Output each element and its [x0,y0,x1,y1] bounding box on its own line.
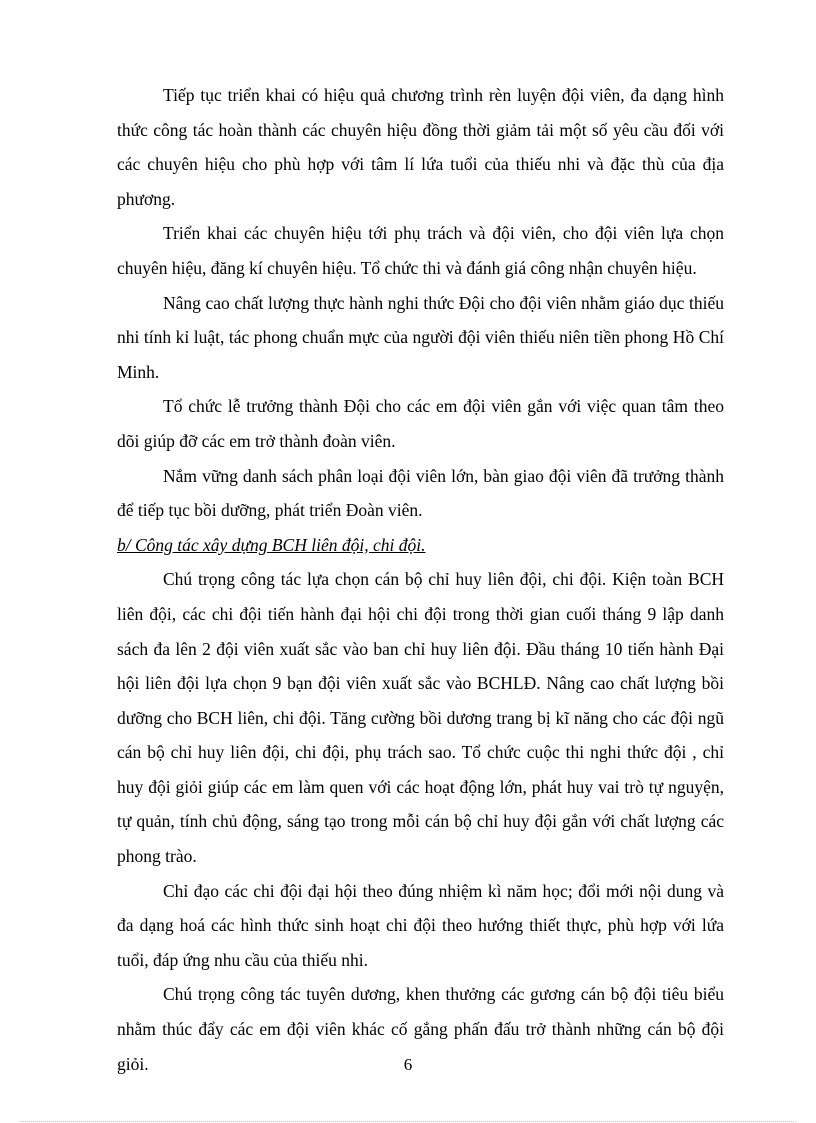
page-body [117,78,724,1081]
section-paragraph-2: Chỉ đạo các chi đội đại hội theo đúng nhiệm kì năm học; đổi mới nội dung và đa dạng hoá các hình thức sinh hoạt chi đội theo hướng thiết thực, phù hợp với lứa tuổi, đáp ứng nhu cầu của thiếu nhi. [117,880,724,970]
page-bottom-divider [20,1121,796,1122]
paragraph-5: Nắm vững danh sách phân loại đội viên lớn, bàn giao đội viên đã trưởng thành để tiếp tục bồi dưỡng, phát triển Đoàn viên. [117,465,724,521]
paragraph-3: Nâng cao chất lượng thực hành nghi thức Đội cho đội viên nhằm giáo dục thiếu nhi tính kỉ luật, tác phong chuẩn mực của người đội viên thiếu niên tiền phong Hồ Chí Minh. [117,292,724,382]
paragraph-4: Tổ chức lễ trưởng thành Đội cho các em đội viên gắn với việc quan tâm theo dõi giúp đỡ các em trở thành đoàn viên. [117,396,724,451]
section-heading: b/ Công tác xây dựng BCH liên đội, chi đội. [117,534,426,555]
paragraph-1: Tiếp tục triển khai có hiệu quả chương trình rèn luyện đội viên, đa dạng hình thức công tác hoàn thành các chuyên hiệu đồng thời giảm tải một số yêu cầu đối với các chuyên hiệu cho phù hợp với tâm lí lứa tuổi của thiếu nhi và đặc thù của địa phương. [117,85,724,209]
section-paragraph-3: Chú trọng công tác tuyên dương, khen thưởng các gương cán bộ đội tiêu biểu nhằm thúc đẩy các em đội viên khác cố gắng phấn đấu trở thành những cán bộ đội giỏi. [117,984,724,1074]
page-number: 6 [403,1055,413,1074]
section-paragraph-1: Chú trọng công tác lựa chọn cán bộ chỉ huy liên đội, chi đội. Kiện toàn BCH liên đội, các chi đội tiến hành đại hội chi đội trong thời gian cuối tháng 9 lập danh sách đa lên 2 đội viên xuất sắc vào ban chỉ huy liên đội. Đầu tháng 10 tiến hành Đại hội liên đội lựa chọn 9 bạn đội viên xuất sắc vào BCHLĐ. Nâng cao chất lượng bồi dưỡng cho BCH liên, chi đội. Tăng cường bồi dương trang bị kĩ năng cho các đội ngũ cán bộ chỉ huy liên đội, chi đội, phụ trách sao. Tổ chức cuộc thi nghi thức đội , chỉ huy đội giỏi giúp các em làm quen với các hoạt động lớn, phát huy vai trò tự nguyện, tự quản, tính chủ động, sáng tạo trong mỗi cán bộ chỉ huy đội gắn với chất lượng các phong trào. [117,569,724,867]
paragraph-2: Triển khai các chuyên hiệu tới phụ trách và đội viên, cho đội viên lựa chọn chuyên hiệu, đăng kí chuyên hiệu. Tổ chức thi và đánh giá công nhận chuyên hiệu. [117,223,724,278]
